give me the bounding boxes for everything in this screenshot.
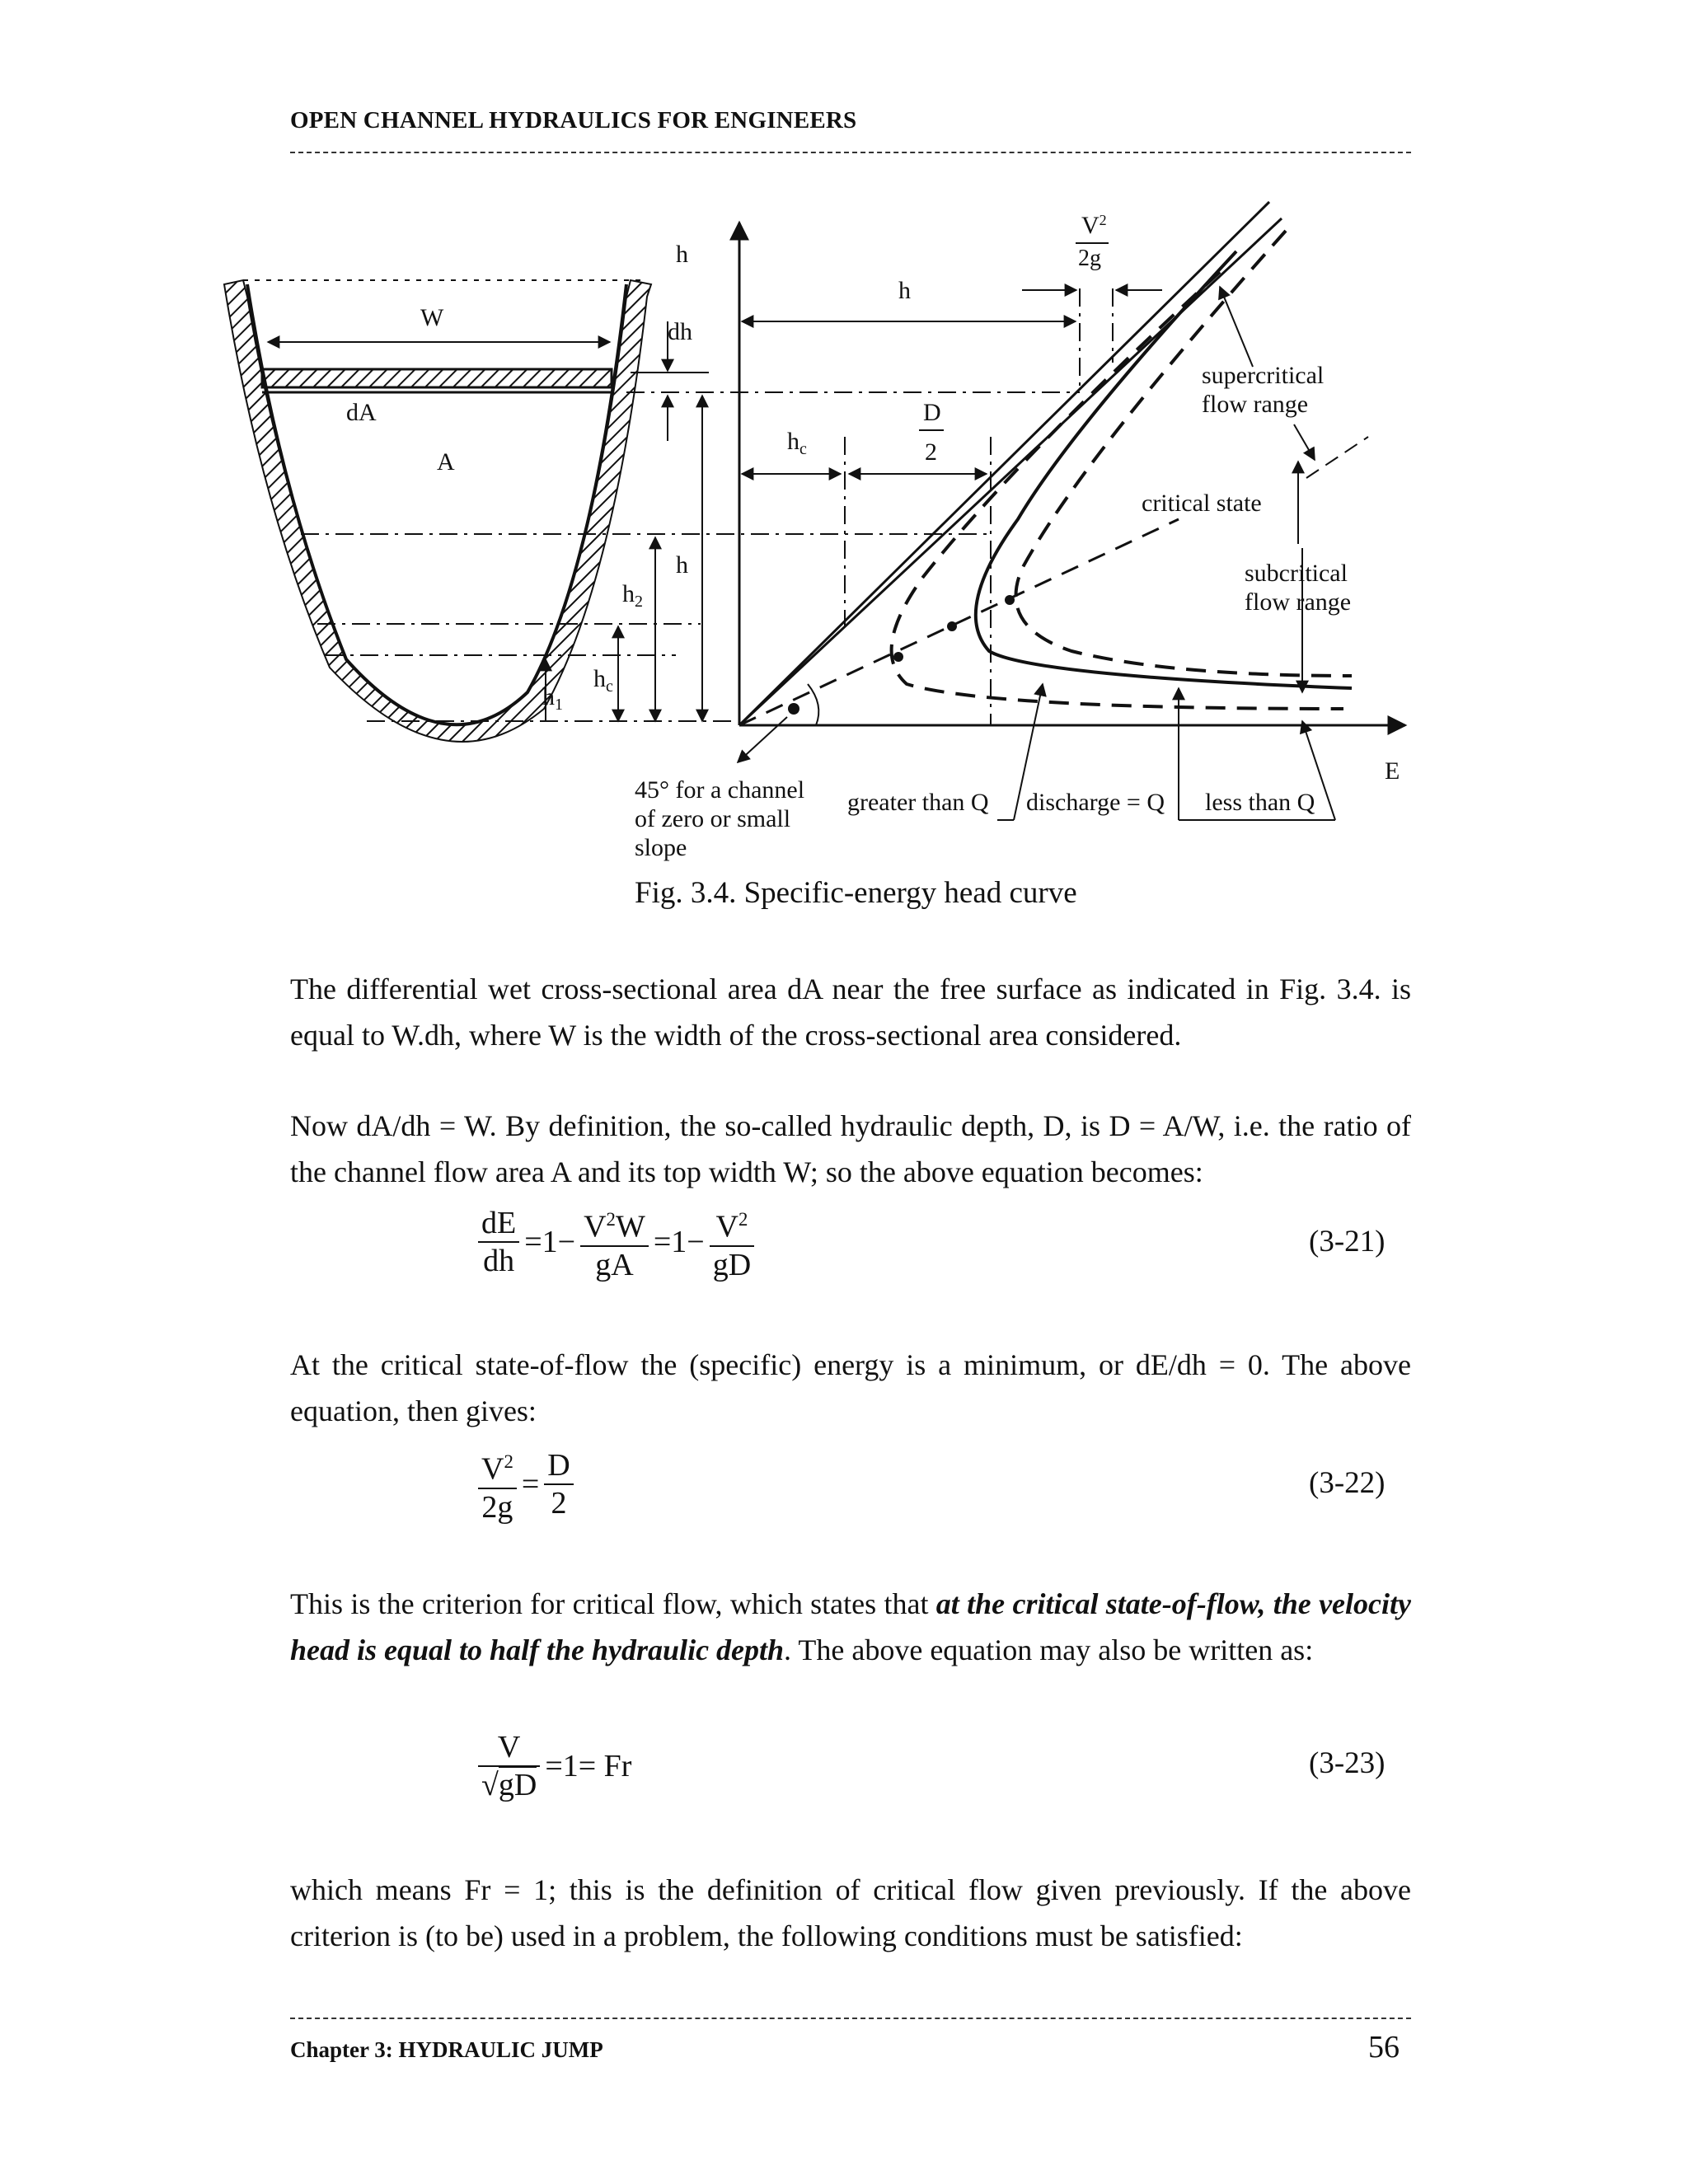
- label-subcritical-2: flow range: [1245, 588, 1352, 616]
- label-critical-state: critical state: [1142, 490, 1262, 517]
- asymptote-lines: [739, 202, 1282, 725]
- label-angle-1: 45° for a channel: [635, 776, 805, 804]
- label-less-than-q: less than Q: [1205, 789, 1315, 816]
- page-number: 56: [1368, 2030, 1400, 2064]
- paragraph-1: The differential wet cross-sectional area dA near the free surface as indicated in Fig. 3.4. is equal to W.dh, where W is the width of the cross-sectional area considered.: [290, 972, 1411, 1052]
- equation-3-22: $\frac{V^2}{2g}$ = $\frac{D}{2}$: [478, 1444, 574, 1526]
- label-h-mid: h: [676, 551, 688, 579]
- specific-energy-figure: [0, 0, 1688, 923]
- level-lines: [301, 288, 1113, 725]
- label-E: E: [1385, 757, 1400, 785]
- paragraph-5: which means Fr = 1; this is the definition of critical flow given previously. If the above criterion is (to be) used in a problem, the following conditions must be satisfied:: [290, 1873, 1411, 1952]
- label-subcritical-1: subcritical: [1245, 560, 1348, 587]
- label-discharge-q: discharge = Q: [1026, 789, 1165, 816]
- equation-number-3-22: (3-22): [1309, 1466, 1386, 1500]
- equation-3-21: $\frac{dE}{dh}$ =1− $\frac{V^2W}{gA}$ =1− $\frac{V^2}{gD}$: [478, 1202, 754, 1283]
- label-supercritical-2: flow range: [1202, 391, 1309, 418]
- label-D-two: 2: [925, 438, 937, 466]
- chapter-footer: Chapter 3: HYDRAULIC JUMP: [290, 2037, 603, 2062]
- label-V2: $V^2$: [1081, 212, 1107, 239]
- label-angle-3: slope: [635, 834, 687, 861]
- footer-rule: [290, 2018, 1411, 2019]
- label-h2: $h_2$: [622, 580, 643, 611]
- running-header: OPEN CHANNEL HYDRAULICS FOR ENGINEERS: [290, 107, 857, 134]
- equation-number-3-21: (3-21): [1309, 1225, 1386, 1258]
- label-h-graph: h: [898, 277, 911, 304]
- label-A: A: [437, 448, 455, 476]
- equation-number-3-23: (3-23): [1309, 1746, 1386, 1780]
- label-h-top: h: [676, 241, 688, 268]
- paragraph-4: This is the criterion for critical flow, which states that at the critical state-of-flow, the velocity head is equal to half the hydraulic depth. The above equation may also be written as:: [290, 1587, 1411, 1666]
- label-hc-graph: $h_c$: [787, 428, 807, 458]
- label-dh: dh: [668, 318, 692, 345]
- emphasis-criterion: at the critical state-of-flow, the velocity head is equal to half the hydraulic depth: [290, 1587, 1411, 1666]
- label-greater-than-q: greater than Q: [847, 789, 989, 816]
- label-hc-left: $h_c$: [593, 665, 613, 696]
- figure-caption: Fig. 3.4. Specific-energy head curve: [635, 876, 1077, 910]
- label-2g: 2g: [1078, 246, 1101, 271]
- paragraph-3: At the critical state-of-flow the (specific) energy is a minimum, or dE/dh = 0. The above equation, then gives:: [290, 1348, 1411, 1427]
- label-h1: $h_1$: [542, 683, 563, 714]
- angle-arc: [808, 684, 818, 725]
- equation-3-23: $\frac{V}{√gD}$ =1= Fr: [478, 1729, 631, 1803]
- paragraph-2: Now dA/dh = W. By definition, the so-called hydraulic depth, D, is D = A/W, i.e. the ratio of the channel flow area A and its top width W; so the above equation becomes:: [290, 1109, 1411, 1188]
- label-dA: dA: [346, 399, 377, 426]
- critical-points: [788, 595, 1015, 715]
- label-supercritical-1: supercritical: [1202, 362, 1325, 389]
- energy-curves: [892, 231, 1352, 709]
- channel-section: [224, 280, 651, 742]
- label-angle-2: of zero or small: [635, 805, 791, 832]
- label-W: W: [420, 304, 444, 331]
- label-D: D: [923, 399, 941, 426]
